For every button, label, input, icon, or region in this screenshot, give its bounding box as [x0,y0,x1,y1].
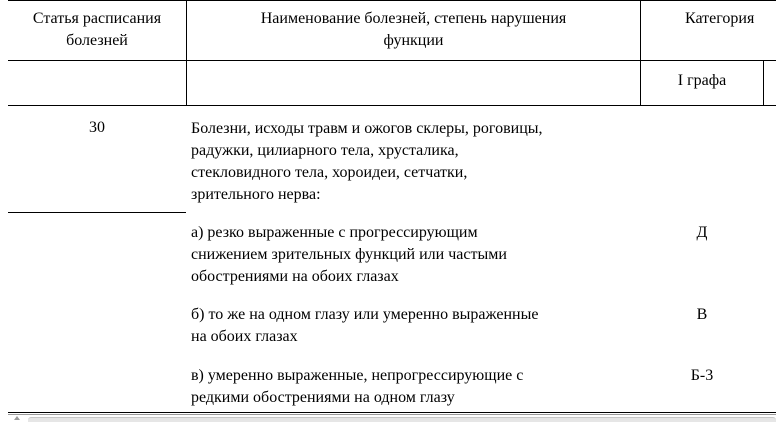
header-category: Категория [685,10,755,27]
item-c-category: Б-3 [690,367,714,384]
disease-title-line: зрительного нерва: [191,186,321,203]
header-article [8,8,186,52]
header-name [187,8,640,52]
item-a-line: снижением зрительных функций или частыми [191,246,507,263]
article-number: 30 [89,119,105,136]
table-bottom-border [8,412,776,413]
item-b-line: б) то же на одном глазу или умеренно выраженные [191,306,539,323]
article-cell-divider [8,212,186,213]
item-c-line: в) умеренно выраженные, непрогрессирующие с [191,367,524,384]
table-top-border [8,0,776,1]
header-divider [8,60,776,61]
column-divider-3 [763,60,764,106]
item-b-line: на обоих глазах [191,328,298,345]
item-a-text [191,222,507,288]
item-a-line: а) резко выраженные с прогрессирующим [191,224,478,241]
item-a-category: Д [696,224,708,241]
item-c-text [191,365,523,409]
header-name-line-2: функции [383,32,444,49]
table-bottom-border-inner [8,414,776,415]
header-name-line-1: Наименование болезней, степень нарушения [260,10,567,27]
horizontal-scrollbar[interactable] [28,417,776,422]
header-article-line-1: Статья расписания [32,10,162,27]
item-b-category: В [696,306,708,323]
disease-title-line: радужки, цилиарного тела, хрусталика, [191,142,459,159]
disease-title [191,118,543,206]
disease-title-line: стекловидного тела, хороидеи, сетчатки, [191,164,468,181]
item-c-line: редкими обострениями на одном глазу [191,389,455,406]
scroll-left-arrow-icon[interactable] [14,416,20,420]
subheader-divider [8,105,776,106]
item-a-line: обострениями на обоих глазах [191,268,399,285]
disease-title-line: Болезни, исходы травм и ожогов склеры, роговицы, [191,120,543,137]
item-b-text [191,304,538,348]
header-article-line-2: болезней [66,32,128,49]
header-graph-1: I графа [677,72,727,89]
